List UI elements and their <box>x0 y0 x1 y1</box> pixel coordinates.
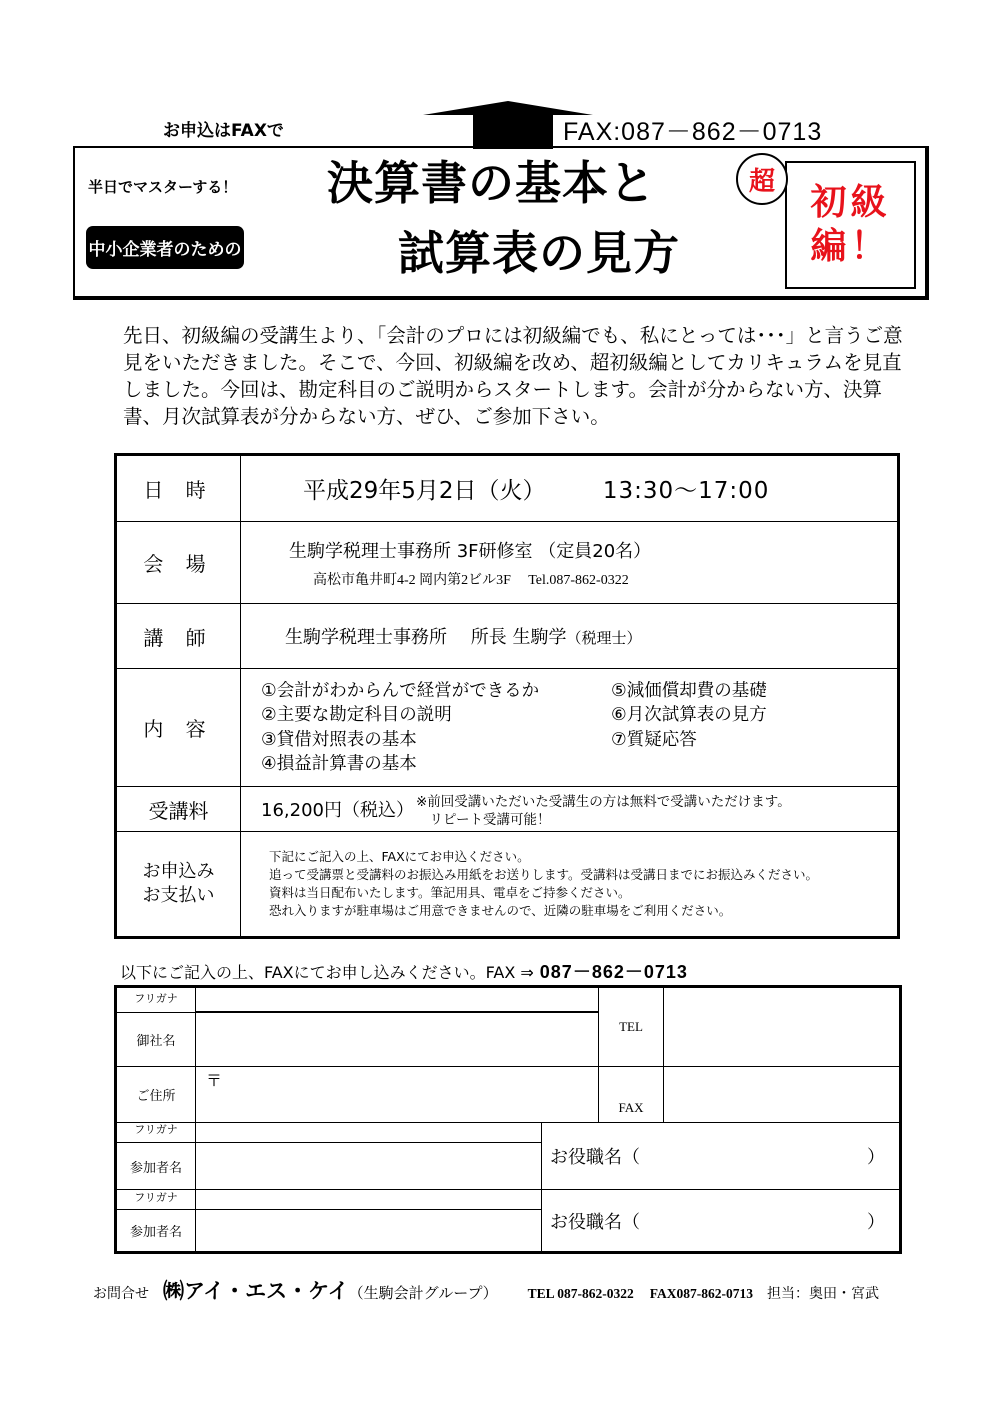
postal-mark: 〒 <box>206 1071 223 1090</box>
row-apply <box>116 832 899 938</box>
venue-name: 生駒学税理士事務所 3F研修室 （定員20名） <box>289 540 652 562</box>
date-value: 平成29年5月2日（火） <box>303 478 546 504</box>
apply-line: 資料は当日配布いたします。筆記用具、電卓をご持参ください。 <box>269 885 631 900</box>
level-badge-line1: 初級 <box>810 182 891 223</box>
content-item: ⑦質疑応答 <box>611 729 697 750</box>
company-name: ㈱アイ・エス・ケイ <box>163 1279 349 1303</box>
fee-note: ※前回受講いただいた受講生の方は無料で受講いただけます。 <box>416 793 791 810</box>
time-value: 13:30～17:00 <box>602 478 770 504</box>
content-item: ③貸借対照表の基本 <box>261 729 417 750</box>
fax-instruction-text: 以下にご記入の上、FAXにてお申し込みください。FAX ⇒ <box>120 963 534 982</box>
fax-field[interactable] <box>664 1067 899 1123</box>
participant1-position-field[interactable] <box>542 1123 899 1190</box>
footer-tel: TEL 087-862-0322 <box>527 1286 634 1301</box>
content-item: ①会計がわからんで経営ができるか <box>261 680 540 701</box>
level-badge <box>785 161 916 289</box>
page-title-line1: 決算書の基本と <box>327 156 656 210</box>
tel-field[interactable] <box>664 988 899 1067</box>
participant2-position-field[interactable] <box>542 1190 899 1251</box>
row-date <box>116 455 899 522</box>
contents-label: 内 容 <box>116 669 241 787</box>
apply-label: お申込み <box>142 861 215 882</box>
participant2-furigana-label: フリガナ <box>117 1190 196 1210</box>
apply-line: 下記にご記入の上、FAXにてお申込ください。 <box>269 849 530 864</box>
participant2-field[interactable] <box>196 1210 542 1251</box>
footer-contact <box>93 1275 879 1305</box>
venue-address: 高松市亀井町4-2 岡内第2ビル3F Tel.087-862-0322 <box>313 572 629 588</box>
fax-number-header: FAX:087－862－0713 <box>563 118 823 146</box>
participant1-label: 参加者名 <box>117 1143 196 1190</box>
address-label: ご住所 <box>117 1067 196 1123</box>
participant1-furigana-field[interactable] <box>196 1123 542 1143</box>
company-furigana-field[interactable] <box>196 988 599 1013</box>
intro-paragraph: 先日、初級編の受講生より、「会計のプロには初級編でも、私にとっては･･･」と言うご意見をいただきました。そこで、今回、初級編を改め、超初級編としてカリキュラムを見直しました。今回は、勘定科目のご説明からスタートします。会計が分からない方、決算書、月次試算表が分からない方、ぜひ、ご参加下さい。 <box>123 324 903 428</box>
level-badge-line2: 編！ <box>810 226 891 267</box>
fee-amount: 16,200円（税込） <box>261 799 414 821</box>
company-field[interactable] <box>196 1013 599 1067</box>
content-item: ②主要な勘定科目の説明 <box>261 705 452 725</box>
content-item: ⑥月次試算表の見方 <box>611 705 767 725</box>
participant1-field[interactable] <box>196 1143 542 1190</box>
row-contents <box>116 669 899 787</box>
target-audience-pill: 中小企業者のための <box>86 226 244 269</box>
company-group: （生駒会計グループ） <box>348 1284 498 1302</box>
apply-line: 恐れ入りますが駐車場はご用意できませんので、近隣の駐車場をご利用ください。 <box>269 903 732 918</box>
tel-label: TEL <box>599 988 664 1067</box>
payment-label: お支払い <box>142 885 215 906</box>
content-item: ⑤減価償却費の基礎 <box>611 680 767 701</box>
page-title-line2: 試算表の見方 <box>398 226 680 280</box>
fax-label: FAX <box>599 1067 664 1123</box>
participant2-furigana-field[interactable] <box>196 1190 542 1210</box>
row-venue <box>116 522 899 604</box>
footer-fax: FAX087-862-0713 <box>649 1286 753 1301</box>
fee-label: 受講料 <box>116 787 241 832</box>
fax-instruction-number: 087－862－0713 <box>539 962 688 982</box>
inquiry-label: お問合せ <box>93 1286 149 1302</box>
seminar-info-table <box>114 453 900 939</box>
venue-label: 会 場 <box>116 522 241 604</box>
participant2-label: 参加者名 <box>117 1210 196 1251</box>
catchphrase: 半日でマスターする！ <box>88 178 238 196</box>
application-form <box>114 985 902 1254</box>
fee-repeat-note: リピート受講可能！ <box>416 811 551 828</box>
position-open-label: お役職名（ <box>550 1211 640 1232</box>
company-label: 御社名 <box>117 1013 196 1067</box>
row-lecturer <box>116 604 899 669</box>
super-badge: 超 <box>736 153 788 205</box>
date-label: 日 時 <box>116 455 241 522</box>
row-fee <box>116 787 899 832</box>
position-close-paren: ） <box>867 1211 885 1232</box>
lecturer-name: 生駒学税理士事務所 所長 生駒学 <box>285 627 567 648</box>
fax-instruction <box>120 958 688 984</box>
lecturer-title: （税理士） <box>566 629 642 647</box>
lecturer-label: 講 師 <box>116 604 241 669</box>
apply-line: 追って受講票と受講料のお振込み用紙をお送りします。受講料は受講日までにお振込みください。 <box>269 867 819 882</box>
apply-by-fax-text: お申込はFAXで <box>163 121 284 141</box>
position-close-paren: ） <box>867 1147 885 1167</box>
company-furigana-label: フリガナ <box>117 988 196 1013</box>
position-open-label: お役職名（ <box>550 1147 640 1167</box>
contact-person: 担当：奥田・宮武 <box>766 1286 879 1302</box>
content-item: ④損益計算書の基本 <box>261 754 417 774</box>
participant1-furigana-label: フリガナ <box>117 1123 196 1143</box>
address-field[interactable] <box>196 1067 599 1123</box>
